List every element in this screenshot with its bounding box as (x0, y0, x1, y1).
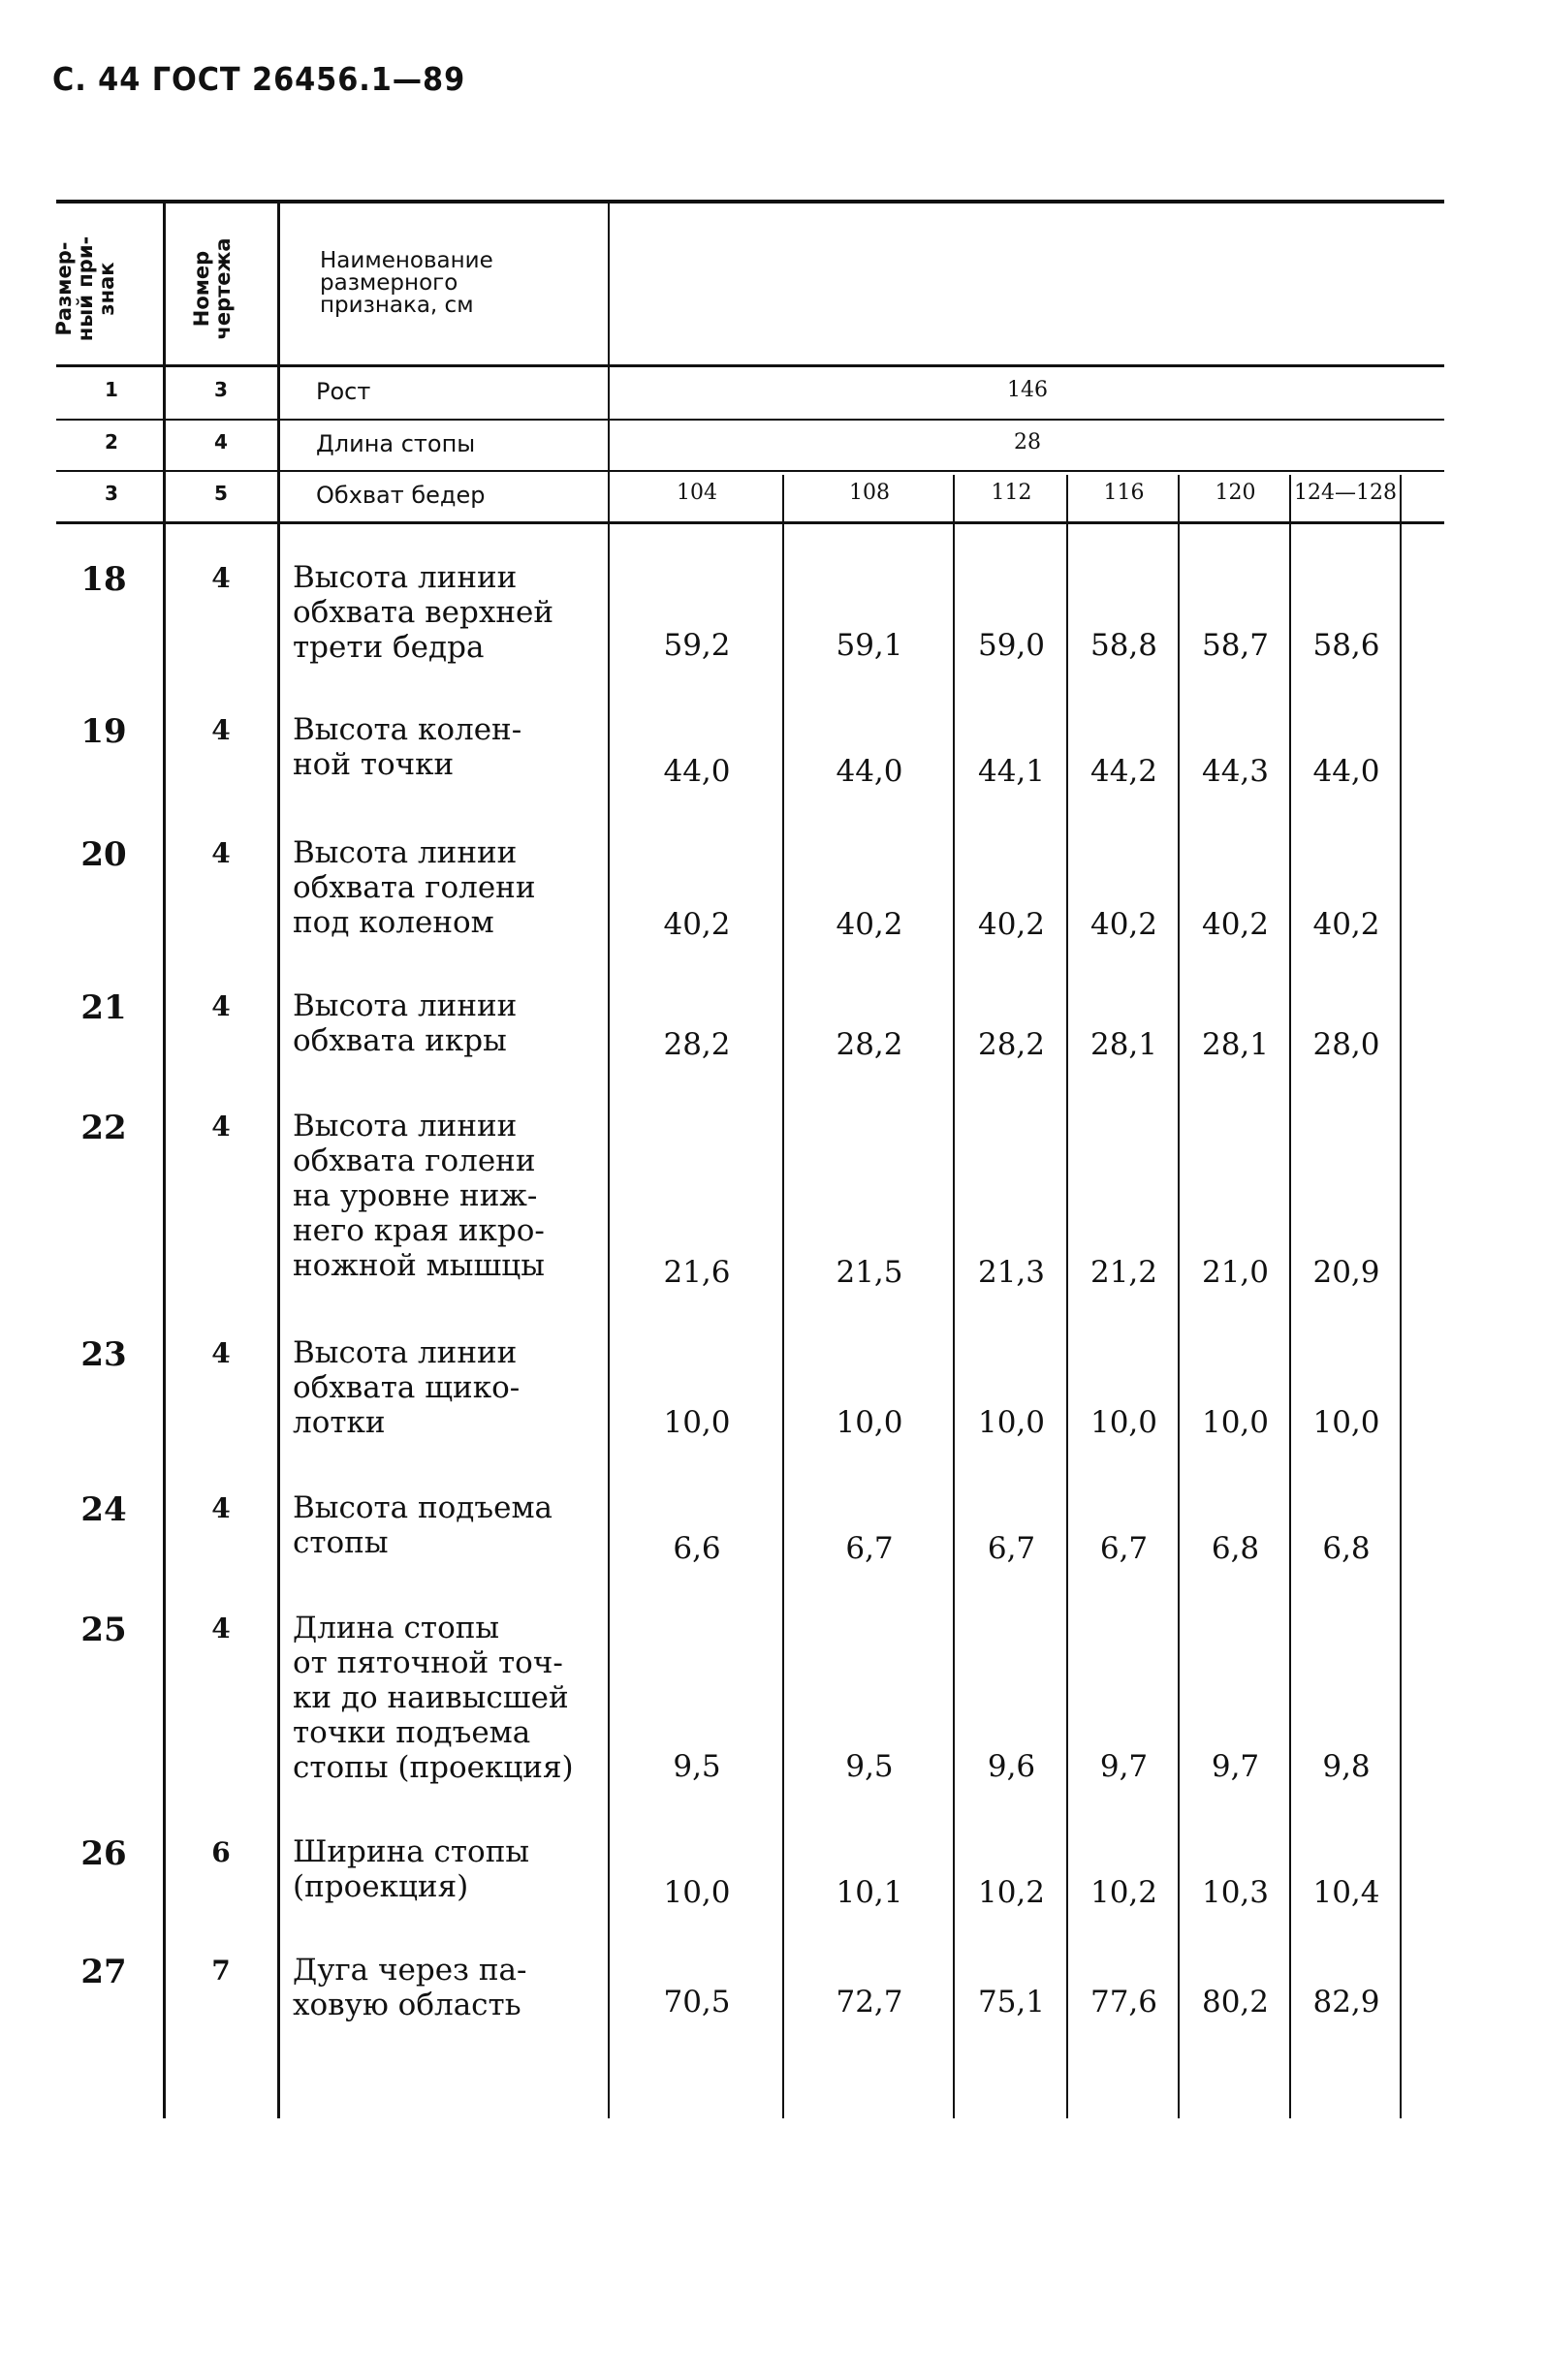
hip-girth-112: 112 (991, 481, 1032, 505)
row-feature-name: Высота подъема стопы (293, 1490, 553, 1560)
row-value: 28,2 (977, 1027, 1046, 1062)
row-feature-number: 24 (80, 1490, 127, 1529)
row-value: 9,5 (673, 1749, 721, 1784)
param-num-3: 3 (105, 482, 118, 505)
hip-girth-120: 120 (1215, 481, 1256, 505)
row-feature-name: Высота линии обхвата щико- лотки (293, 1335, 521, 1440)
row-value: 58,6 (1312, 628, 1380, 663)
row-value: 58,7 (1201, 628, 1270, 663)
row-value: 10,2 (977, 1875, 1046, 1910)
header-drawing-number: Номер чертежа (190, 237, 235, 340)
row-value: 9,8 (1322, 1749, 1371, 1784)
row-value: 40,2 (836, 907, 903, 942)
row-drawing-number: 4 (211, 1111, 231, 1143)
val-divider-5 (1289, 475, 1291, 2118)
header-bottom-rule (56, 364, 1444, 367)
row-value: 59,2 (663, 628, 731, 663)
row-value: 58,8 (1089, 628, 1158, 663)
param-name-1: Рост (316, 378, 371, 405)
row-value: 20,9 (1312, 1255, 1380, 1290)
row-value: 28,0 (1312, 1027, 1380, 1062)
row-value: 6,8 (1322, 1531, 1371, 1566)
row-value: 21,0 (1201, 1255, 1270, 1290)
col-divider-2 (277, 204, 280, 2118)
row-value: 21,2 (1089, 1255, 1158, 1290)
row-drawing-number: 4 (211, 990, 231, 1022)
row-feature-number: 21 (80, 988, 127, 1027)
param-value-2: 28 (1014, 430, 1041, 454)
row-feature-number: 26 (80, 1834, 127, 1873)
row-value: 6,8 (1211, 1531, 1260, 1566)
header-size-feature: Размер- ный при- знак (52, 235, 118, 342)
param-value-1: 146 (1007, 378, 1048, 402)
row-value: 59,0 (977, 628, 1046, 663)
row-value: 40,2 (977, 907, 1046, 942)
hip-girth-108: 108 (849, 481, 890, 505)
row-value: 10,1 (836, 1875, 903, 1910)
row-value: 59,1 (836, 628, 903, 663)
row-value: 44,2 (1089, 754, 1158, 789)
row-feature-name: Высота линии обхвата голени на уровне ниж- него края икро- ножной мышцы (293, 1109, 545, 1283)
hip-girth-104: 104 (677, 481, 717, 505)
param-drawing-1: 3 (214, 378, 228, 401)
row-value: 10,0 (1312, 1405, 1380, 1440)
row-value: 40,2 (1201, 907, 1270, 942)
row-drawing-number: 6 (211, 1836, 231, 1868)
row-value: 21,5 (836, 1255, 903, 1290)
row-feature-name: Высота линии обхвата голени под коленом (293, 835, 536, 940)
row-value: 72,7 (836, 1985, 903, 2020)
row-value: 82,9 (1312, 1985, 1380, 2020)
row-value: 44,0 (836, 754, 903, 789)
row-value: 6,6 (673, 1531, 721, 1566)
row-value: 28,2 (663, 1027, 731, 1062)
row-value: 44,0 (1312, 754, 1380, 789)
row-feature-number: 22 (80, 1109, 127, 1147)
param-num-2: 2 (105, 430, 118, 454)
row-value: 9,6 (987, 1749, 1036, 1784)
row1-rule (56, 419, 1444, 421)
row-value: 80,2 (1201, 1985, 1270, 2020)
row-value: 44,0 (663, 754, 731, 789)
row-drawing-number: 4 (211, 837, 231, 869)
row-feature-number: 25 (80, 1611, 127, 1649)
header-feature-name: Наименование размерного признака, см (320, 248, 493, 318)
row-value: 44,1 (977, 754, 1046, 789)
row-value: 6,7 (845, 1531, 894, 1566)
row-value: 70,5 (663, 1985, 731, 2020)
row-value: 21,6 (663, 1255, 731, 1290)
row-value: 21,3 (977, 1255, 1046, 1290)
row-value: 10,3 (1201, 1875, 1270, 1910)
row-drawing-number: 4 (211, 1337, 231, 1369)
row-feature-number: 20 (80, 835, 127, 874)
hip-girth-124-128: 124—128 (1294, 481, 1397, 505)
row-value: 10,0 (977, 1405, 1046, 1440)
param-name-3: Обхват бедер (316, 482, 486, 509)
row-value: 10,0 (836, 1405, 903, 1440)
row-value: 9,7 (1211, 1749, 1260, 1784)
params-bottom-rule (56, 521, 1444, 524)
val-divider-2 (953, 475, 955, 2118)
row-value: 6,7 (987, 1531, 1036, 1566)
row-feature-number: 18 (80, 560, 127, 599)
row-value: 40,2 (663, 907, 731, 942)
row-value: 10,0 (1089, 1405, 1158, 1440)
row-value: 10,4 (1312, 1875, 1380, 1910)
row-feature-number: 27 (80, 1953, 127, 1991)
hip-girth-116: 116 (1103, 481, 1145, 505)
table-top-rule (56, 200, 1444, 204)
row-value: 28,2 (836, 1027, 903, 1062)
row-value: 9,5 (845, 1749, 894, 1784)
row-drawing-number: 4 (211, 1613, 231, 1644)
param-num-1: 1 (105, 378, 118, 401)
row-value: 6,7 (1099, 1531, 1149, 1566)
val-divider-3 (1066, 475, 1068, 2118)
val-divider-4 (1178, 475, 1180, 2118)
row-value: 40,2 (1312, 907, 1380, 942)
row-value: 10,2 (1089, 1875, 1158, 1910)
row-value: 75,1 (977, 1985, 1046, 2020)
row2-rule (56, 470, 1444, 472)
val-divider-6 (1400, 475, 1402, 2118)
row-drawing-number: 4 (211, 1492, 231, 1524)
row-drawing-number: 4 (211, 714, 231, 746)
row-value: 28,1 (1089, 1027, 1158, 1062)
row-value: 44,3 (1201, 754, 1270, 789)
row-drawing-number: 7 (211, 1955, 231, 1987)
row-value: 40,2 (1089, 907, 1158, 942)
val-divider-1 (782, 475, 784, 2118)
param-drawing-2: 4 (214, 430, 228, 454)
row-feature-name: Высота линии обхвата верхней трети бедра (293, 560, 554, 665)
page-title: С. 44 ГОСТ 26456.1—89 (52, 60, 466, 98)
row-value: 10,0 (663, 1405, 731, 1440)
row-feature-number: 23 (80, 1335, 127, 1374)
row-drawing-number: 4 (211, 562, 231, 594)
row-feature-name: Длина стопы от пяточной точ- ки до наивысшей точки подъема стопы (проекция) (293, 1611, 574, 1785)
row-feature-name: Ширина стопы (проекция) (293, 1834, 530, 1904)
param-drawing-3: 5 (214, 482, 228, 505)
row-value: 77,6 (1089, 1985, 1158, 2020)
row-feature-name: Высота линии обхвата икры (293, 988, 518, 1058)
row-value: 28,1 (1201, 1027, 1270, 1062)
row-value: 9,7 (1099, 1749, 1149, 1784)
row-feature-name: Дуга через па- ховую область (293, 1953, 527, 2022)
row-feature-number: 19 (80, 712, 127, 751)
row-feature-name: Высота колен- ной точки (293, 712, 522, 782)
row-value: 10,0 (663, 1875, 731, 1910)
row-value: 10,0 (1201, 1405, 1270, 1440)
param-name-2: Длина стопы (316, 430, 476, 457)
